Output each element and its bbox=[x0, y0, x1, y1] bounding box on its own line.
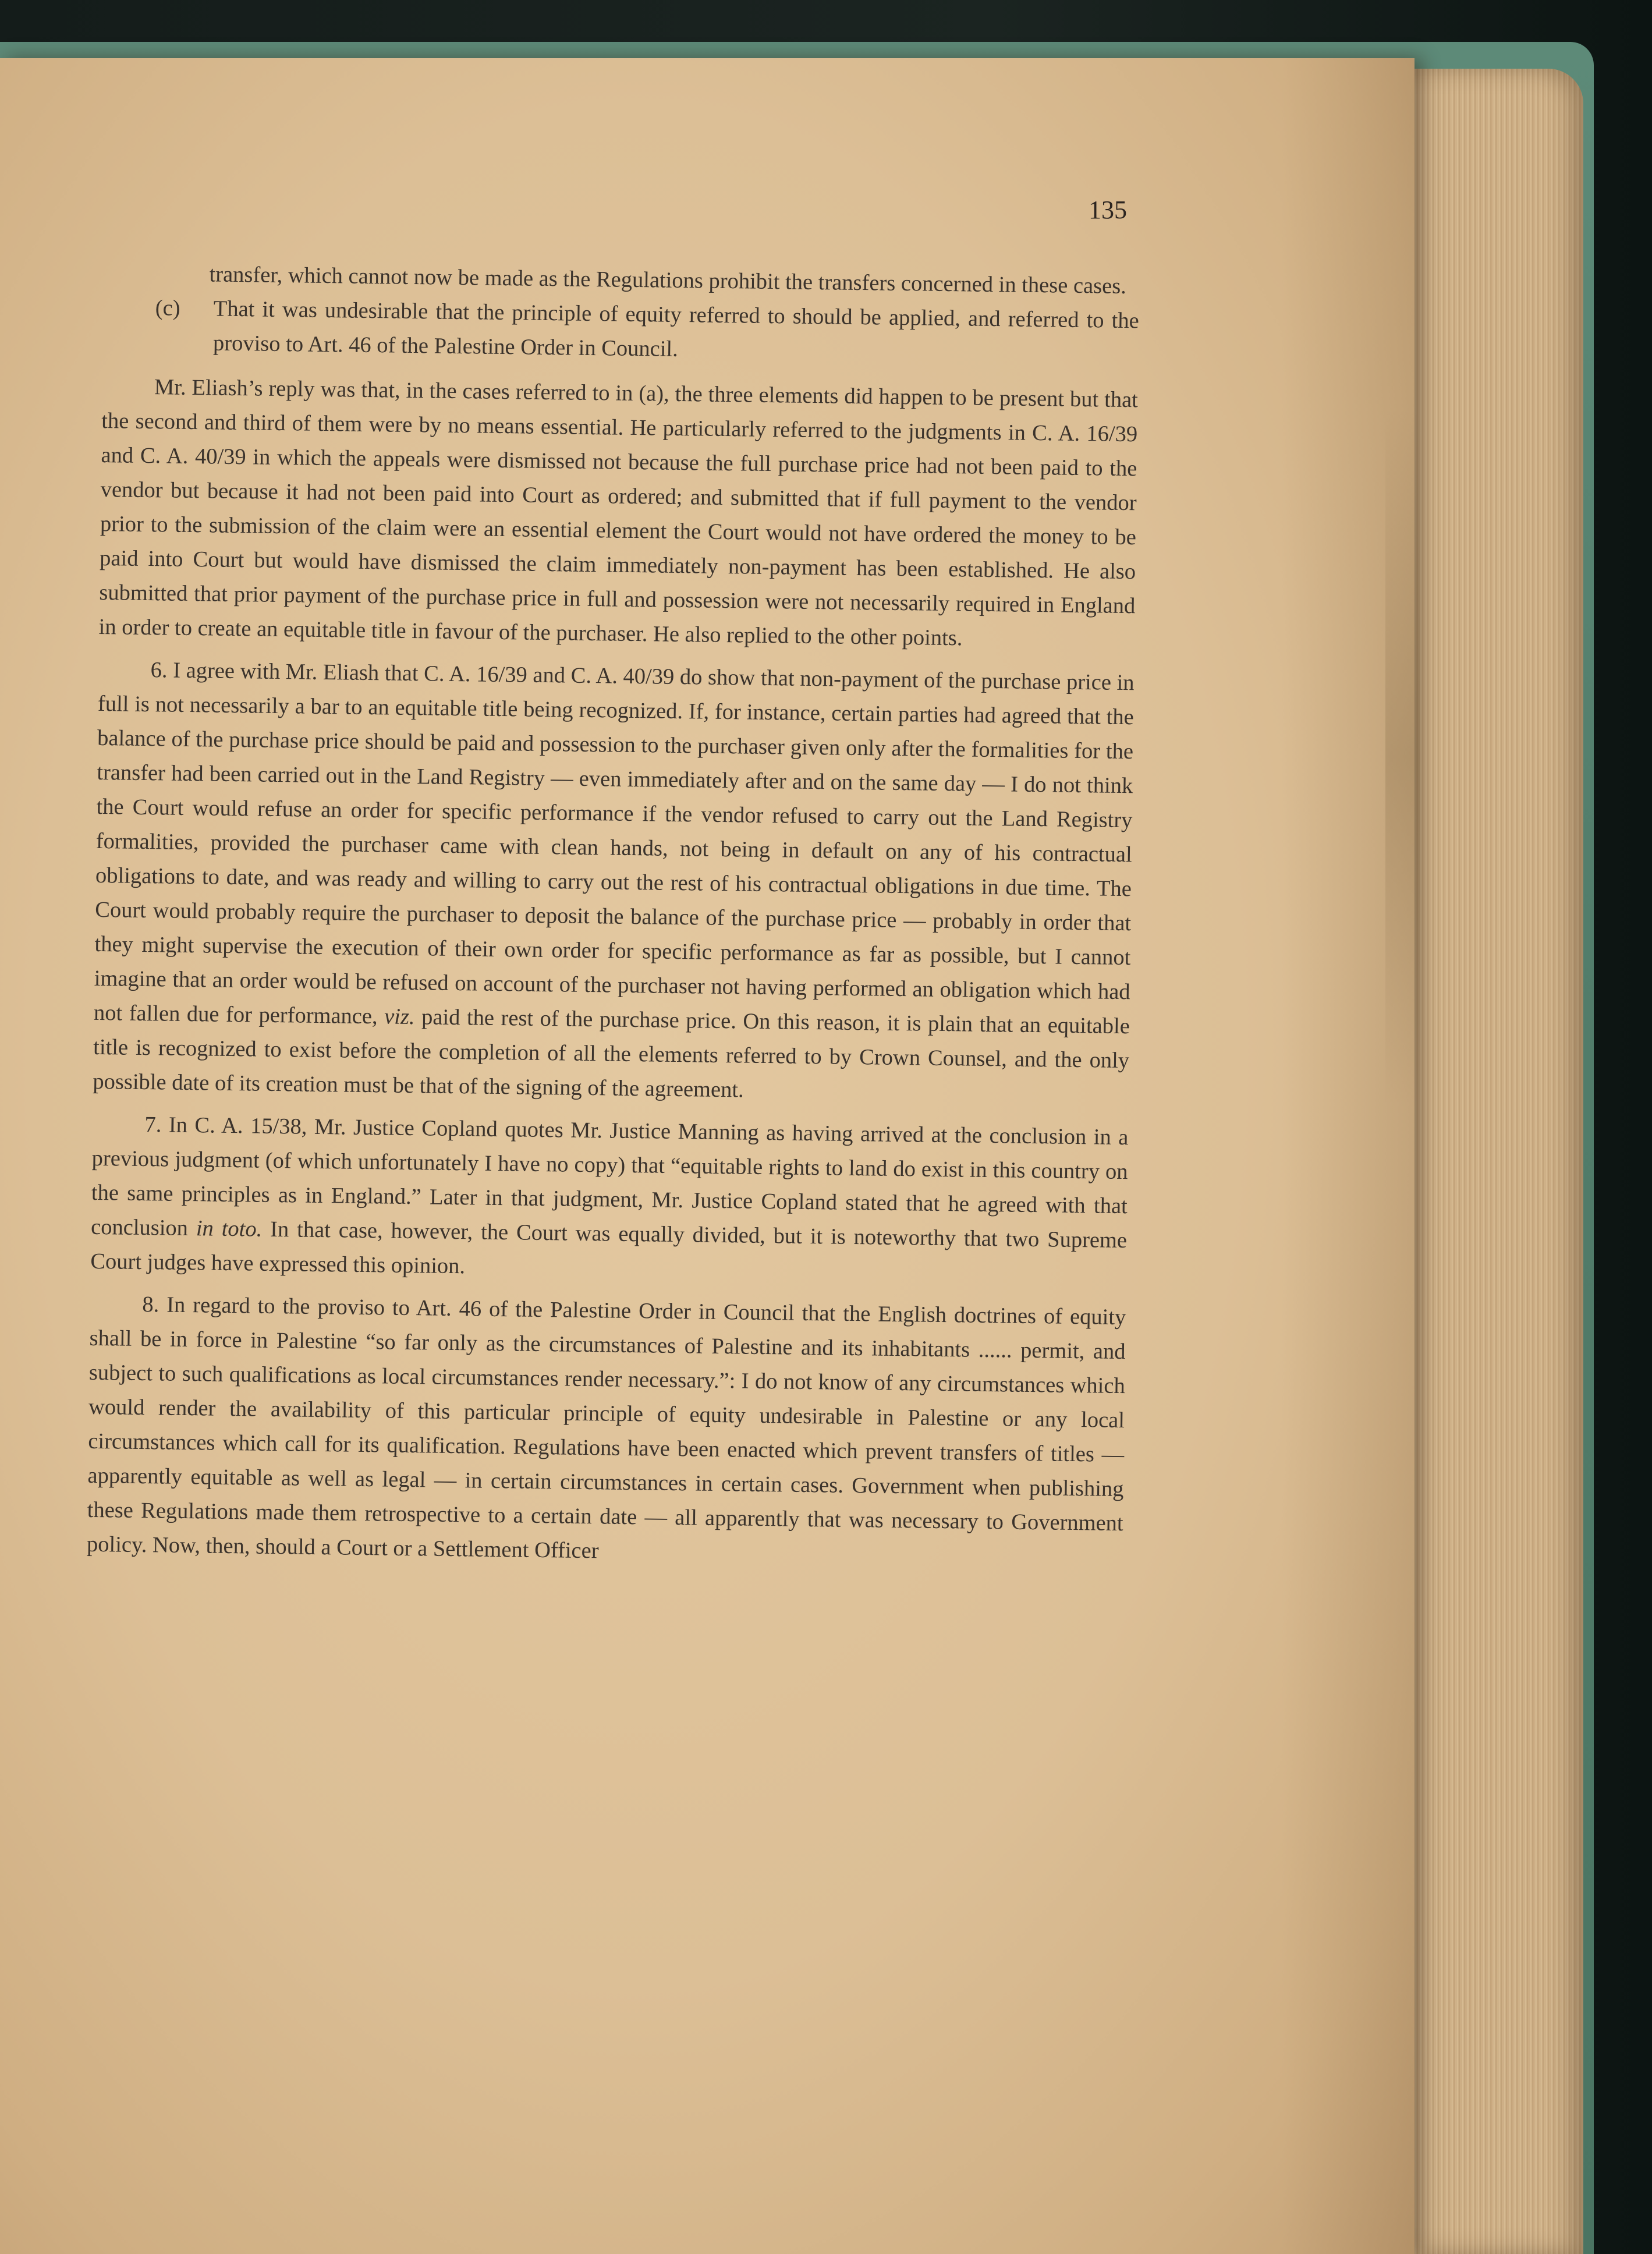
page-number: 135 bbox=[1089, 196, 1127, 224]
paragraph-6-italic: viz. bbox=[384, 1004, 415, 1030]
page-text bbox=[87, 256, 1140, 1575]
paragraph-6-text-2: paid the rest of the purchase price. On this reason, it is plain that an equitable title is recognized to exist before the completion of all the elements referred to by Crown Counsel, and the only possible date of its creation must be that of the signing of the agreement. bbox=[93, 1005, 1130, 1103]
paragraph-8: 8. In regard to the proviso to Art. 46 of the Palestine Order in Council that the English doctrines of equity shall be in force in Palestine “so far only as the circumstances of Palestine and its inhabitants ...... permit, and subject to such qualifications as local circumstances render necessary.”: I do not know of any circumstances which would render the availability of this particular principle of equity undesirable in Palestine or any local circumstances which call for its qualification. Regulations have been enacted which prevent transfers of titles — apparently equitable as well as legal — in certain circumstances in certain cases. Government when publishing these Regulations made them retrospective to a certain date — all apparently that was necessary to Government policy. Now, then, should a Court or a Settlement Officer bbox=[86, 1292, 1126, 1564]
paragraph-reply: Mr. Eliash’s reply was that, in the cases referred to in (a), the three elements did happen to be present but that the second and third of them were by no means essential. He particularly referred to the judgments in C. A. 16/39 and C. A. 40/39 in which the appeals were dismissed not because the full purchase price had not been paid to the vendor but because it had not been paid into Court as ordered; and submitted that if full payment to the vendor prior to the submission of the claim were an essential element the Court would not have ordered the money to be paid into Court but would have dismissed the claim immediately non-payment has been established. He also submitted that prior payment of the purchase price in full and possession were not necessarily required in England in order to create an equitable title in favour of the purchaser. He also replied to the other points. bbox=[98, 375, 1139, 651]
paragraph-6-text-1: 6. I agree with Mr. Eliash that C. A. 16/39 and C. A. 40/39 do show that non-payment of the purchase price in full is not necessarily a bar to an equitable title being recognized. If, for instance, certain parties had agreed that the balance of the purchase price should be paid and possession to the purchaser given only after the formalities for the transfer had been carried out in the Land Registry — even immediately after and on the same day — I do not think the Court would refuse an order for specific performance if the vendor refused to carry out the Land Registry formalities, provided the purchaser came with clean hands, not being in default on any of his contractual obligations to date, and was ready and willing to carry out the rest of his contractual obligations in due time. The Court would probably require the purchaser to deposit the balance of the purchase price — probably in order that they might supervise the execution of their own order for specific performance as far as possible, but I cannot imagine that an order would be refused on account of the purchaser not having performed an obligation which had not fallen due for performance, bbox=[93, 658, 1135, 1029]
paragraph-7-italic: in toto. bbox=[196, 1216, 263, 1242]
paragraph-7-text-2: In that case, however, the Court was equally divided, but it is noteworthy that two Supreme Court judges have expressed this opinion. bbox=[90, 1217, 1128, 1279]
list-item-text: That it was undesirable that the principle of equity referred to should be applied, and referred to the proviso to Art. 46 of the Palestine Order in Council. bbox=[212, 296, 1139, 362]
page-stain bbox=[1385, 407, 1420, 1106]
paragraph-7 bbox=[90, 1107, 1129, 1292]
page-gutter-shade bbox=[1281, 58, 1415, 2254]
paragraph-7-text-1: 7. In C. A. 15/38, Mr. Justice Copland quotes Mr. Justice Manning as having arrived at the conclusion in a previous judgment (of which unfortunately I have no copy) that “equitable rights to land do exist in this country on the same principles as in England.” Later in that judgment, Mr. Justice Copland stated that he agreed with that conclusion bbox=[90, 1112, 1129, 1241]
list-marker: (c) bbox=[155, 296, 180, 321]
continuation-text: transfer, which cannot now be made as the Regulations prohibit the transfers concerned in these cases. bbox=[209, 262, 1127, 299]
list-item-c bbox=[102, 290, 1139, 373]
paragraph-6 bbox=[93, 653, 1135, 1112]
